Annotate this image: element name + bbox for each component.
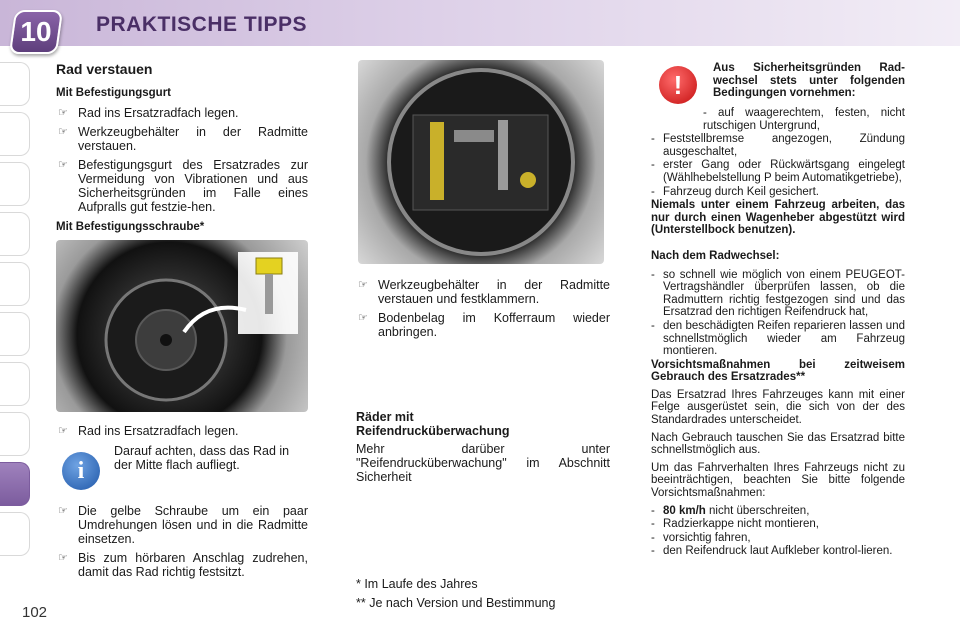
subsection-title: Mit Befestigungsgurt bbox=[56, 87, 171, 99]
list-item: ☞ Bis zum hörbaren Anschlag zudrehen, damit das Rad richtig festsitzt. bbox=[58, 551, 308, 579]
chapter-tab[interactable] bbox=[0, 212, 30, 256]
rule-item: - 80 km/h nicht überschreiten, bbox=[651, 504, 810, 517]
list-item: ☞ Bodenbelag im Kofferraum wieder anbringen. bbox=[358, 311, 610, 339]
page-number: 102 bbox=[22, 604, 48, 621]
chapter-badge bbox=[9, 10, 63, 54]
page-title: PRAKTISCHE TIPPS bbox=[96, 13, 308, 36]
rule-item: - Radzierkappe nicht montieren, bbox=[651, 518, 819, 531]
chapter-tab[interactable] bbox=[0, 312, 30, 356]
warning-text: Aus Sicherheitsgründen Rad-wechsel stets unter folgenden Bedingungen vornehmen: bbox=[713, 62, 905, 100]
finger-icon: ☞ bbox=[358, 279, 368, 291]
finger-icon: ☞ bbox=[58, 107, 68, 119]
condition-item: - auf waagerechtem, festen, nicht rutschigen Untergrund, bbox=[703, 107, 905, 132]
chapter-tab[interactable] bbox=[0, 412, 30, 456]
column-1 bbox=[56, 62, 308, 584]
info-text: Darauf achten, dass das Rad in der Mitte flach aufliegt. bbox=[114, 444, 290, 472]
chapter-tab[interactable] bbox=[0, 112, 30, 156]
spare-wheel-illustration bbox=[56, 240, 308, 412]
list-item: ☞ Rad ins Ersatzradfach legen. bbox=[58, 424, 239, 438]
chapter-tabs bbox=[0, 62, 30, 562]
never-warning: Niemals unter einem Fahrzeug arbeiten, das nur durch einen Wagenheber abgestützt wird (Unterstellbock benutzen). bbox=[651, 199, 905, 237]
section-title: Rad verstauen bbox=[56, 61, 153, 77]
finger-icon: ☞ bbox=[58, 505, 68, 517]
warning-icon: ! bbox=[659, 66, 697, 104]
rule-item: - den Reifendruck laut Aufkleber kontrol-lieren. bbox=[651, 545, 893, 558]
rule-item: - vorsichtig fahren, bbox=[651, 531, 751, 544]
list-item: ☞ Werkzeugbehälter in der Radmitte verstauen und festklammern. bbox=[358, 278, 610, 306]
chapter-number: 10 bbox=[20, 16, 52, 47]
column-2 bbox=[356, 60, 610, 615]
subsection-title: Mit Befestigungsschraube* bbox=[56, 221, 205, 233]
subsection-title: Nach dem Radwechsel: bbox=[651, 249, 780, 262]
chapter-tab[interactable] bbox=[0, 62, 30, 106]
tool-box-illustration bbox=[358, 60, 604, 264]
list-item: ☞ Werkzeugbehälter in der Radmitte verstauen. bbox=[58, 125, 308, 153]
finger-icon: ☞ bbox=[58, 126, 68, 138]
finger-icon: ☞ bbox=[58, 425, 68, 437]
paragraph: Das Ersatzrad Ihres Fahrzeuges kann mit einer Felge ausgerüstet sein, die sich von der des Standardrades unterscheidet. bbox=[651, 388, 905, 427]
list-item: ☞ Die gelbe Schraube um ein paar Umdrehungen lösen und in die Radmitte einsetzen. bbox=[58, 504, 308, 546]
spare-wheel-bolt-photo bbox=[56, 240, 308, 412]
condition-item: - Feststellbremse angezogen, Zündung ausgeschaltet, bbox=[651, 133, 905, 158]
finger-icon: ☞ bbox=[358, 312, 368, 324]
paragraph: Mehr darüber unter "Reifendrucküberwachung" im Abschnitt Sicherheit bbox=[356, 442, 610, 484]
info-icon: i bbox=[62, 452, 100, 490]
footnote: * Im Laufe des Jahres bbox=[356, 577, 478, 591]
list-item: ☞ Befestigungsgurt des Ersatzrades zur Vermeidung von Vibrationen und aus Sicherheitsgründen im Falle eines Aufpralls gut festzie-hen. bbox=[58, 158, 308, 214]
condition-item: - erster Gang oder Rückwärtsgang eingelegt (Wählhebelstellung P beim Automatikgetriebe), bbox=[651, 159, 905, 184]
column-3 bbox=[651, 62, 905, 559]
after-item: - den beschädigten Reifen reparieren lassen und schnellstmöglich wieder am Fahrzeug montieren. bbox=[651, 319, 905, 358]
list-item: ☞ Rad ins Ersatzradfach legen. bbox=[58, 106, 239, 120]
precautions-title: Vorsichtsmaßnahmen bei zeitweisem Gebrauch des Ersatzrades** bbox=[651, 358, 905, 384]
paragraph: Nach Gebrauch tauschen Sie das Ersatzrad bitte schnellstmöglich aus. bbox=[651, 431, 905, 457]
paragraph: Um das Fahrverhalten Ihres Fahrzeugs nicht zu beeinträchtigen, beachten Sie bitte folgende Vorsichtsmaßnahmen: bbox=[651, 461, 905, 500]
condition-item: - Fahrzeug durch Keil gesichert. bbox=[651, 185, 819, 198]
info-note bbox=[56, 444, 308, 490]
chapter-tab[interactable] bbox=[0, 362, 30, 406]
chapter-tab[interactable] bbox=[0, 162, 30, 206]
warning-note bbox=[651, 62, 905, 104]
after-item: - so schnell wie möglich von einem PEUGEOT-Vertragshändler überprüfen lassen, ob die Radmuttern richtig festgezogen sind und das Ersatzrad den richtigen Reifendruck hat, bbox=[651, 268, 905, 319]
footnote: ** Je nach Version und Bestimmung bbox=[356, 596, 556, 610]
chapter-tab[interactable] bbox=[0, 512, 30, 556]
subsection-title-line1: Räder mit bbox=[356, 410, 414, 424]
finger-icon: ☞ bbox=[58, 159, 68, 171]
finger-icon: ☞ bbox=[58, 552, 68, 564]
chapter-tab[interactable] bbox=[0, 262, 30, 306]
subsection-title-line2: Reifendrucküberwachung bbox=[356, 424, 510, 438]
chapter-tab-active[interactable] bbox=[0, 462, 30, 506]
tool-box-photo bbox=[358, 60, 604, 264]
